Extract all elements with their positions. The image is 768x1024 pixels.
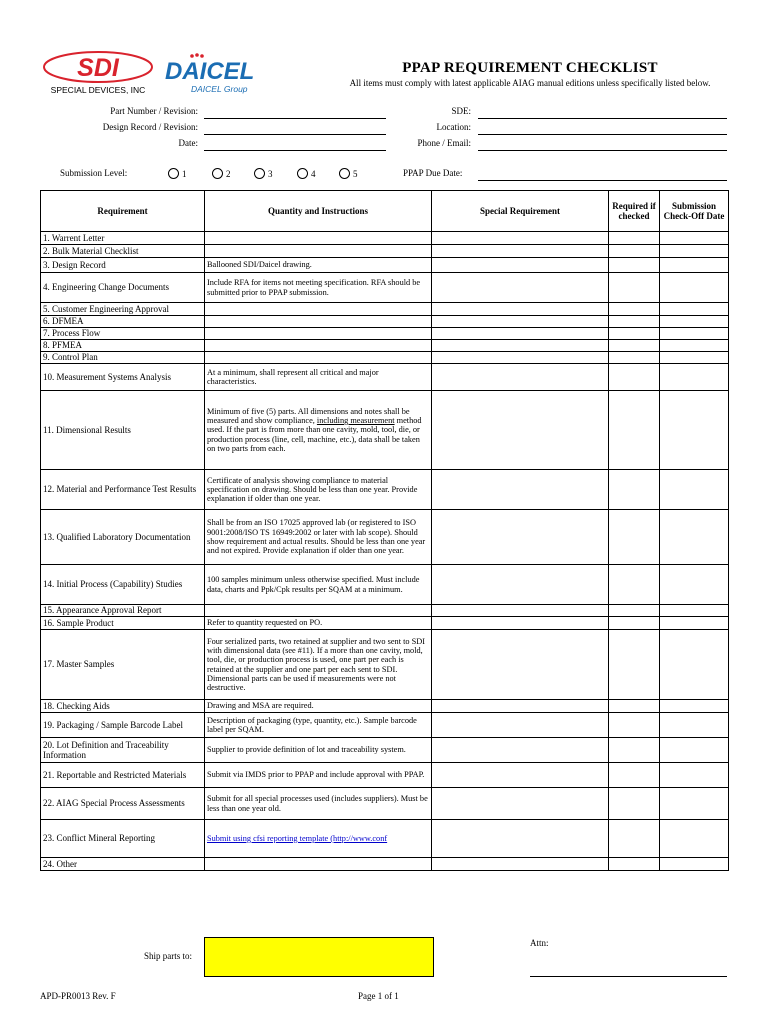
submission-date-cell[interactable] — [660, 340, 729, 352]
table-header-row — [41, 191, 729, 232]
requirement-cell: 12. Material and Performance Test Results — [41, 470, 205, 510]
instruction-cell: Supplier to provide definition of lot and traceability system. — [205, 738, 432, 763]
requirement-cell: 5. Customer Engineering Approval — [41, 303, 205, 316]
requirement-cell: 8. PFMEA — [41, 340, 205, 352]
required-checkbox-cell[interactable] — [609, 738, 660, 763]
requirement-cell: 14. Initial Process (Capability) Studies — [41, 565, 205, 605]
special-requirement-cell[interactable] — [432, 391, 609, 470]
required-checkbox-cell[interactable] — [609, 713, 660, 738]
required-header: Required if checked — [609, 191, 660, 232]
table-row — [41, 630, 729, 700]
submission-date-cell[interactable] — [660, 328, 729, 340]
table-row — [41, 303, 729, 316]
required-checkbox-cell[interactable] — [609, 391, 660, 470]
required-checkbox-cell[interactable] — [609, 605, 660, 617]
radio-circle-icon — [212, 168, 223, 179]
required-checkbox-cell[interactable] — [609, 617, 660, 630]
instruction-cell: Refer to quantity requested on PO. — [205, 617, 432, 630]
location-field[interactable] — [478, 122, 727, 135]
submission-date-cell[interactable] — [660, 391, 729, 470]
table-row — [41, 470, 729, 510]
date-label: Date: — [178, 138, 198, 148]
instruction-cell: Submit via IMDS prior to PPAP and include approval with PPAP. — [205, 763, 432, 788]
submission-date-cell[interactable] — [660, 232, 729, 245]
instruction-cell — [205, 328, 432, 340]
level-4-radio[interactable] — [297, 168, 316, 179]
ship-parts-field[interactable] — [204, 937, 434, 977]
special-requirement-cell[interactable] — [432, 328, 609, 340]
level-2-label: 2 — [226, 168, 231, 179]
page-subtitle: All items must comply with latest applicable AIAG manual editions unless specifically listed below. — [349, 78, 711, 88]
table-row — [41, 510, 729, 565]
phone-email-field[interactable] — [478, 138, 727, 151]
instruction-cell — [205, 858, 432, 871]
requirement-cell: 11. Dimensional Results — [41, 391, 205, 470]
required-checkbox-cell[interactable] — [609, 470, 660, 510]
special-requirement-cell[interactable] — [432, 763, 609, 788]
instruction-cell — [205, 232, 432, 245]
required-checkbox-cell[interactable] — [609, 352, 660, 364]
required-checkbox-cell[interactable] — [609, 245, 660, 258]
instruction-text: Minimum of five (5) parts. All dimensions and notes shall be measured and show compliance, — [207, 406, 410, 426]
table-row — [41, 316, 729, 328]
instruction-text: method used. If the part is from more than one cavity, mold, tool, die, or production process (line, cell, machine, etc.), data shall be taken on two parts from each. — [207, 416, 422, 453]
submission-date-cell[interactable] — [660, 316, 729, 328]
special-requirement-cell[interactable] — [432, 617, 609, 630]
required-checkbox-cell[interactable] — [609, 303, 660, 316]
page-number: Page 1 of 1 — [358, 991, 399, 1001]
requirement-cell: 13. Qualified Laboratory Documentation — [41, 510, 205, 565]
instruction-cell: Certificate of analysis showing compliance to material specification on drawing. Should be less than one year. Provide explanation if older than one year. — [205, 470, 432, 510]
special-requirement-cell[interactable] — [432, 258, 609, 273]
special-requirement-cell[interactable] — [432, 738, 609, 763]
table-row — [41, 700, 729, 713]
required-checkbox-cell[interactable] — [609, 273, 660, 303]
daicel-logo-text: DAICEL — [165, 58, 255, 85]
requirement-cell: 21. Reportable and Restricted Materials — [41, 763, 205, 788]
table-row — [41, 617, 729, 630]
requirement-cell: 7. Process Flow — [41, 328, 205, 340]
table-row — [41, 232, 729, 245]
instruction-cell — [205, 303, 432, 316]
table-row — [41, 364, 729, 391]
attn-field[interactable] — [530, 962, 727, 977]
instruction-cell — [205, 245, 432, 258]
submission-header: Submission Check-Off Date — [660, 191, 729, 232]
submission-date-cell[interactable] — [660, 245, 729, 258]
instruction-cell: Description of packaging (type, quantity, etc.). Sample barcode label per SQAM. — [205, 713, 432, 738]
requirement-cell: 19. Packaging / Sample Barcode Label — [41, 713, 205, 738]
level-5-label: 5 — [353, 168, 358, 179]
special-requirement-cell[interactable] — [432, 340, 609, 352]
required-checkbox-cell[interactable] — [609, 630, 660, 700]
instruction-cell — [205, 391, 432, 470]
table-row — [41, 340, 729, 352]
ppap-due-label: PPAP Due Date: — [403, 168, 463, 178]
level-2-radio[interactable] — [212, 168, 231, 179]
requirement-cell: 20. Lot Definition and Traceability Information — [41, 738, 205, 763]
requirement-cell: 3. Design Record — [41, 258, 205, 273]
special-requirement-cell[interactable] — [432, 630, 609, 700]
daicel-logo — [163, 50, 258, 96]
required-checkbox-cell[interactable] — [609, 232, 660, 245]
required-checkbox-cell[interactable] — [609, 700, 660, 713]
special-requirement-cell[interactable] — [432, 820, 609, 858]
requirement-cell: 2. Bulk Material Checklist — [41, 245, 205, 258]
table-row — [41, 391, 729, 470]
required-checkbox-cell[interactable] — [609, 316, 660, 328]
required-checkbox-cell[interactable] — [609, 820, 660, 858]
level-4-label: 4 — [311, 168, 316, 179]
ppap-due-field[interactable] — [478, 168, 727, 181]
table-row — [41, 245, 729, 258]
submission-date-cell[interactable] — [660, 738, 729, 763]
special-requirement-cell[interactable] — [432, 364, 609, 391]
instruction-cell: Include RFA for items not meeting specification. RFA should be submitted prior to PPAP submission. — [205, 273, 432, 303]
table-row — [41, 763, 729, 788]
requirements-table — [40, 190, 729, 871]
sdi-logo-subtext: SPECIAL DEVICES, INC — [50, 85, 146, 95]
instruction-cell — [205, 605, 432, 617]
sde-field[interactable] — [478, 106, 727, 119]
instruction-cell: Submit for all special processes used (includes suppliers). Must be less than one year old. — [205, 788, 432, 820]
submission-level-label: Submission Level: — [60, 168, 128, 178]
special-requirement-cell[interactable] — [432, 565, 609, 605]
special-requirement-cell[interactable] — [432, 352, 609, 364]
instruction-cell — [205, 820, 432, 858]
radio-circle-icon — [168, 168, 179, 179]
radio-circle-icon — [297, 168, 308, 179]
submission-date-cell[interactable] — [660, 565, 729, 605]
level-5-radio[interactable] — [339, 168, 358, 179]
table-row — [41, 565, 729, 605]
location-label: Location: — [436, 122, 471, 132]
requirement-cell: 10. Measurement Systems Analysis — [41, 364, 205, 391]
requirement-cell: 18. Checking Aids — [41, 700, 205, 713]
submission-date-cell[interactable] — [660, 617, 729, 630]
requirement-cell: 4. Engineering Change Documents — [41, 273, 205, 303]
instruction-cell: Four serialized parts, two retained at supplier and two sent to SDI with dimensional data (see #11). If a more than one cavity, mold, tool, die, or production process is used, one part per each is retained at the supplier and one part per each sent to SDI. Dimensional parts can be used if measurements were not destructive. — [205, 630, 432, 700]
requirement-cell: 6. DFMEA — [41, 316, 205, 328]
quantity-header: Quantity and Instructions — [205, 191, 432, 232]
table-row — [41, 713, 729, 738]
level-1-radio[interactable] — [168, 168, 187, 179]
special-requirement-cell[interactable] — [432, 713, 609, 738]
special-requirement-cell[interactable] — [432, 858, 609, 871]
phone-email-label: Phone / Email: — [417, 138, 471, 148]
requirement-cell: 17. Master Samples — [41, 630, 205, 700]
table-row — [41, 258, 729, 273]
radio-circle-icon — [339, 168, 350, 179]
submission-date-cell[interactable] — [660, 303, 729, 316]
instruction-cell — [205, 352, 432, 364]
special-requirement-cell[interactable] — [432, 316, 609, 328]
requirement-header: Requirement — [41, 191, 205, 232]
special-requirement-cell[interactable] — [432, 303, 609, 316]
table-row — [41, 352, 729, 364]
submission-date-cell[interactable] — [660, 352, 729, 364]
required-checkbox-cell[interactable] — [609, 858, 660, 871]
instruction-cell: Drawing and MSA are required. — [205, 700, 432, 713]
required-checkbox-cell[interactable] — [609, 788, 660, 820]
submission-date-cell[interactable] — [660, 820, 729, 858]
requirement-cell: 16. Sample Product — [41, 617, 205, 630]
requirement-cell: 15. Appearance Approval Report — [41, 605, 205, 617]
required-checkbox-cell[interactable] — [609, 258, 660, 273]
page-title: PPAP REQUIREMENT CHECKLIST — [402, 60, 658, 76]
required-checkbox-cell[interactable] — [609, 340, 660, 352]
required-checkbox-cell[interactable] — [609, 763, 660, 788]
submission-date-cell[interactable] — [660, 605, 729, 617]
instruction-cell: At a minimum, shall represent all critical and major characteristics. — [205, 364, 432, 391]
table-row — [41, 605, 729, 617]
table-row — [41, 328, 729, 340]
doc-number: APD-PR0013 Rev. F — [40, 991, 116, 1001]
table-row — [41, 820, 729, 858]
part-number-label: Part Number / Revision: — [110, 106, 198, 116]
sdi-logo — [40, 50, 160, 96]
table-row — [41, 738, 729, 763]
requirement-cell: 23. Conflict Mineral Reporting — [41, 820, 205, 858]
radio-circle-icon — [254, 168, 265, 179]
submission-date-cell[interactable] — [660, 630, 729, 700]
submission-date-cell[interactable] — [660, 273, 729, 303]
instruction-text: including measurement — [316, 416, 395, 426]
sdi-logo-text: SDI — [77, 54, 119, 82]
required-checkbox-cell[interactable] — [609, 364, 660, 391]
requirement-cell: 1. Warrent Letter — [41, 232, 205, 245]
table-row — [41, 273, 729, 303]
submission-date-cell[interactable] — [660, 763, 729, 788]
special-requirement-cell[interactable] — [432, 788, 609, 820]
instruction-cell — [205, 316, 432, 328]
level-3-radio[interactable] — [254, 168, 273, 179]
submission-date-cell[interactable] — [660, 788, 729, 820]
instruction-cell: 100 samples minimum unless otherwise specified. Must include data, charts and Ppk/Cpk results per SQAM at a minimum. — [205, 565, 432, 605]
requirement-cell: 22. AIAG Special Process Assessments — [41, 788, 205, 820]
special-requirement-cell[interactable] — [432, 245, 609, 258]
submission-date-cell[interactable] — [660, 700, 729, 713]
sde-label: SDE: — [451, 106, 471, 116]
special-requirement-cell[interactable] — [432, 700, 609, 713]
submission-date-cell[interactable] — [660, 510, 729, 565]
instruction-cell — [205, 340, 432, 352]
instruction-cell: Shall be from an ISO 17025 approved lab (or registered to ISO 9001:2008/ISO TS 16949:2002 or later with lab scope). Should show requirement and actual results. Should be less than one year and not expired. Provide explanation if older than one year. — [205, 510, 432, 565]
submission-date-cell[interactable] — [660, 713, 729, 738]
special-requirement-cell[interactable] — [432, 605, 609, 617]
special-requirement-header: Special Requirement — [432, 191, 609, 232]
special-requirement-cell[interactable] — [432, 232, 609, 245]
level-1-label: 1 — [182, 168, 187, 179]
submission-date-cell[interactable] — [660, 364, 729, 391]
submission-date-cell[interactable] — [660, 858, 729, 871]
table-row — [41, 788, 729, 820]
required-checkbox-cell[interactable] — [609, 328, 660, 340]
special-requirement-cell[interactable] — [432, 510, 609, 565]
required-checkbox-cell[interactable] — [609, 510, 660, 565]
submission-date-cell[interactable] — [660, 258, 729, 273]
required-checkbox-cell[interactable] — [609, 565, 660, 605]
submission-date-cell[interactable] — [660, 470, 729, 510]
cfsi-template-link[interactable]: Submit using cfsi reporting template (http://www.conf — [207, 833, 388, 843]
daicel-logo-subtext: DAICEL Group — [191, 84, 248, 94]
design-record-label: Design Record / Revision: — [102, 122, 198, 132]
table-row — [41, 858, 729, 871]
requirement-cell: 9. Control Plan — [41, 352, 205, 364]
ship-parts-label: Ship parts to: — [143, 951, 192, 961]
instruction-cell: Ballooned SDI/Daicel drawing. — [205, 258, 432, 273]
level-3-label: 3 — [268, 168, 273, 179]
requirement-cell: 24. Other — [41, 858, 205, 871]
attn-label: Attn: — [530, 938, 549, 948]
special-requirement-cell[interactable] — [432, 273, 609, 303]
special-requirement-cell[interactable] — [432, 470, 609, 510]
